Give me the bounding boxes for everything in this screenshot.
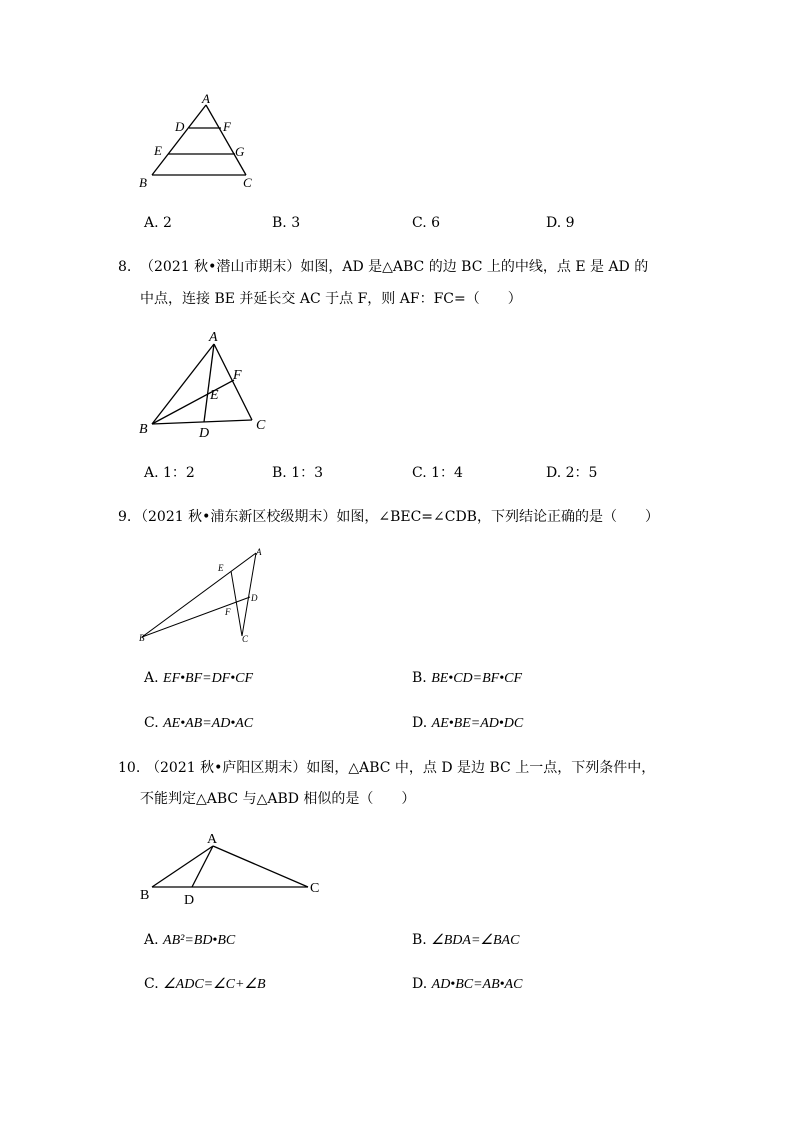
q8-option-b-text: 1：3: [291, 465, 324, 481]
q8-number: 8.: [118, 259, 132, 275]
q7-label-c: C: [243, 175, 252, 190]
q7-side-ac: [206, 105, 246, 175]
q9-option-d-letter: D.: [412, 715, 428, 731]
q8-figure: [130, 326, 280, 444]
q10-side-ab: [152, 846, 213, 887]
q7-option-c-text: 6: [431, 215, 441, 231]
q8-option-c-letter: C.: [412, 465, 427, 481]
q9-option-c[interactable]: [144, 713, 253, 734]
q7-option-a[interactable]: [144, 213, 172, 233]
q9-label-d: D: [251, 593, 258, 603]
q9-label-c: C: [242, 634, 249, 644]
q9-option-c-letter: C.: [144, 715, 159, 731]
q10-segment-ad: [192, 846, 213, 887]
q8-label-f: F: [233, 368, 242, 383]
q9-option-b-letter: B.: [412, 670, 427, 686]
q9-option-a-text: EF•BF=DF•CF: [163, 671, 254, 686]
q8-stem-line2: 中点，连接 BE 并延长交 AC 于点 F，则 AF：FC=（ ）: [140, 291, 522, 307]
q10-option-c-text: ∠ADC=∠C+∠B: [163, 977, 266, 992]
q9-stem-line1: （2021 秋•浦东新区校级期末）如图，∠BEC=∠CDB，下列结论正确的是（ ）: [134, 509, 659, 525]
q8-stem-line1: （2021 秋•潜山市期末）如图，AD 是△ABC 的边 BC 上的中线，点 E 是 AD 的: [140, 259, 649, 275]
q9-label-e: E: [218, 563, 224, 573]
q10-option-b-letter: B.: [412, 932, 427, 948]
q10-label-b: B: [140, 888, 150, 903]
q7-option-d-text: 9: [565, 215, 575, 231]
q7-option-d-letter: D.: [546, 215, 562, 231]
q8-option-d-text: 2：5: [565, 465, 598, 481]
q7-label-f: F: [223, 119, 231, 134]
q10-option-a-letter: A.: [144, 932, 159, 948]
q10-stem-line1: （2021 秋•庐阳区期末）如图，△ABC 中，点 D 是边 BC 上一点，下列条件中，: [146, 760, 656, 776]
q7-option-c-letter: C.: [412, 215, 427, 231]
q7-option-b[interactable]: [272, 213, 300, 233]
q9-option-a-letter: A.: [144, 670, 159, 686]
q9-label-f: F: [225, 607, 231, 617]
q7-option-b-letter: B.: [272, 215, 287, 231]
q7-option-c[interactable]: [412, 213, 440, 233]
q7-option-a-text: 2: [163, 215, 172, 231]
q10-side-ac: [213, 846, 308, 887]
q7-figure: [130, 90, 270, 190]
q8-label-b: B: [139, 422, 148, 437]
q8-label-c: C: [256, 418, 266, 433]
q8-option-d[interactable]: [546, 463, 597, 483]
q10-option-b[interactable]: [412, 930, 519, 951]
q7-label-a: A: [202, 91, 210, 106]
q10-option-c-letter: C.: [144, 976, 159, 992]
q7-label-e: E: [154, 143, 162, 158]
q8-label-a: A: [209, 330, 218, 345]
q8-segment-bf: [152, 380, 234, 424]
q8-option-a-text: 1：2: [163, 465, 195, 481]
q7-option-b-text: 3: [291, 215, 301, 231]
q9-figure: [130, 540, 270, 648]
q9-number: 9.: [118, 509, 132, 525]
q8-option-c-text: 1：4: [431, 465, 463, 481]
q8-label-d: D: [199, 426, 210, 441]
q7-label-g: G: [235, 144, 245, 159]
q8-option-c[interactable]: [412, 463, 463, 483]
q7-option-d[interactable]: [546, 213, 575, 233]
q9-option-b[interactable]: [412, 668, 522, 689]
q8-option-b-letter: B.: [272, 465, 287, 481]
q7-option-a-letter: A.: [144, 215, 159, 231]
q7-side-ab: [152, 105, 206, 175]
q8-option-a-letter: A.: [144, 465, 159, 481]
q9-label-b: B: [139, 633, 145, 643]
q8-side-bc: [152, 420, 252, 424]
q8-label-e: E: [210, 388, 219, 403]
q9-segment-bd: [142, 597, 250, 637]
q10-option-a-text: AB²=BD•BC: [163, 933, 236, 948]
q7-label-d: D: [175, 119, 185, 134]
q9-option-a[interactable]: [144, 668, 253, 689]
q10-option-a[interactable]: [144, 930, 235, 951]
q10-label-a: A: [207, 832, 218, 847]
q8-option-d-letter: D.: [546, 465, 562, 481]
q10-label-c: C: [310, 881, 320, 896]
q10-option-b-text: ∠BDA=∠BAC: [431, 933, 520, 948]
q10-stem-line2: 不能判定△ABC 与△ABD 相似的是（ ）: [140, 791, 416, 807]
q7-label-b: B: [139, 175, 147, 190]
q8-option-a[interactable]: [144, 463, 195, 483]
q10-option-c[interactable]: [144, 974, 266, 995]
q9-option-c-text: AE•AB=AD•AC: [163, 716, 254, 731]
q9-option-b-text: BE•CD=BF•CF: [431, 671, 522, 686]
q8-option-b[interactable]: [272, 463, 323, 483]
q9-label-a: A: [256, 547, 262, 557]
q10-option-d[interactable]: [412, 974, 522, 995]
q9-option-d[interactable]: [412, 713, 523, 734]
q10-figure: [130, 826, 330, 910]
q10-number: 10.: [118, 760, 141, 776]
q9-segment-ba: [142, 553, 256, 637]
q10-option-d-text: AD•BC=AB•AC: [431, 977, 523, 992]
q9-option-d-text: AE•BE=AD•DC: [431, 716, 524, 731]
q10-option-d-letter: D.: [412, 976, 428, 992]
q10-label-d: D: [184, 893, 195, 908]
